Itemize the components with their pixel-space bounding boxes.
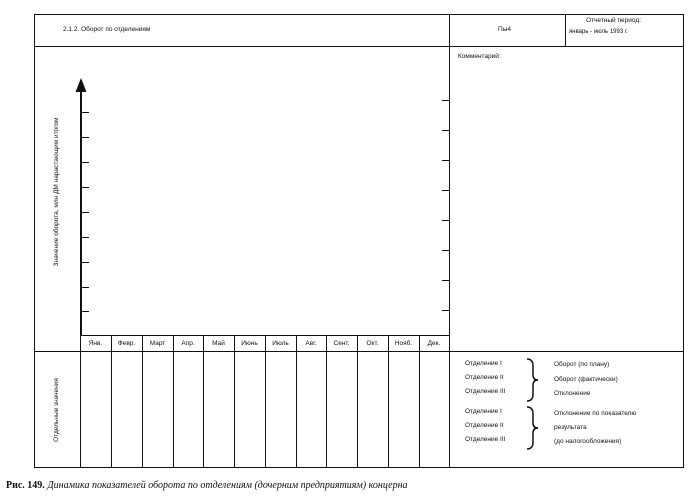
- legend2-item-1: Отклонение по показателю: [554, 410, 637, 417]
- month-divider: [326, 335, 327, 468]
- month-label: Июнь: [241, 339, 258, 347]
- month-label: Февр.: [117, 339, 136, 347]
- y-axis-tick: [80, 287, 89, 288]
- legend2-dept-3: Отделение III: [465, 436, 506, 443]
- month-divider: [357, 335, 358, 468]
- month-divider: [296, 335, 297, 468]
- legend1-item-2: Оборот (фактически): [554, 376, 618, 383]
- y-axis-tick: [80, 112, 89, 113]
- legend1-dept-3: Отделение III: [465, 388, 506, 395]
- legend2-brace: [525, 406, 539, 450]
- y-axis-tick: [80, 212, 89, 213]
- month-label: Март: [149, 339, 166, 347]
- right-tick: [442, 310, 450, 311]
- form-frame: [34, 14, 684, 468]
- legend1-dept-1: Отделение I: [465, 360, 502, 367]
- right-tick: [442, 130, 450, 131]
- month-label: Нояб.: [394, 339, 413, 347]
- legend2-dept-2: Отделение II: [465, 422, 504, 429]
- header-period-divider: [565, 14, 566, 46]
- month-divider: [111, 335, 112, 468]
- month-label: Апр.: [181, 339, 195, 347]
- right-tick: [442, 220, 450, 221]
- y-axis-column-line: [80, 335, 81, 468]
- legend1-item-3: Отклонение: [554, 390, 591, 397]
- legend2-item-2: результата: [554, 424, 587, 431]
- y-axis-tick: [80, 162, 89, 163]
- month-label: Дек.: [427, 339, 441, 347]
- month-label: Сент.: [333, 339, 350, 347]
- y-axis-arrow: [74, 78, 88, 338]
- lower-row-label: Отдельные значения: [52, 378, 60, 442]
- comment-label: Комментарий:: [458, 53, 501, 60]
- right-tick: [442, 250, 450, 251]
- legend1-dept-2: Отделение II: [465, 374, 504, 381]
- main-divider: [449, 14, 450, 468]
- figure-caption: [6, 481, 408, 491]
- month-divider: [388, 335, 389, 468]
- period-value: январь - июль 1993 г.: [569, 29, 628, 35]
- month-label: Янв.: [88, 339, 103, 347]
- y-axis-tick: [80, 187, 89, 188]
- month-label: Окт.: [366, 339, 379, 347]
- y-axis-tick: [80, 137, 89, 138]
- y-axis-tick: [80, 237, 89, 238]
- legend2-dept-1: Отделение I: [465, 408, 502, 415]
- right-tick: [442, 280, 450, 281]
- right-tick: [442, 160, 450, 161]
- y-axis-label: Значение оборота, млн ДМ нарастающим итогом: [52, 117, 60, 267]
- figure-caption-text: Динамика показателей оборота по отделениям (дочерним предприятиям) концерна: [47, 480, 408, 491]
- header-divider: [34, 46, 684, 47]
- month-divider: [234, 335, 235, 468]
- form-title: 2.1.2. Оборот по отделениям: [63, 26, 151, 33]
- lower-section-line: [34, 351, 684, 352]
- month-label: Авг.: [305, 339, 317, 347]
- y-axis-tick: [80, 262, 89, 263]
- right-tick: [442, 100, 450, 101]
- legend1-item-1: Оборот (по плану): [554, 361, 610, 368]
- month-divider: [142, 335, 143, 468]
- right-tick: [442, 190, 450, 191]
- month-divider: [173, 335, 174, 468]
- period-label: Отчетный период:: [586, 17, 641, 24]
- month-label: Май: [212, 339, 225, 347]
- month-label: Июль: [272, 339, 289, 347]
- figure-label: Рис. 149.: [6, 480, 45, 491]
- month-divider: [419, 335, 420, 468]
- month-divider: [265, 335, 266, 468]
- y-axis-tick: [80, 311, 89, 312]
- form-code: Пы4: [498, 26, 511, 33]
- legend2-item-3: (до налогообложения): [554, 438, 622, 445]
- legend1-brace: [525, 358, 539, 402]
- month-divider: [203, 335, 204, 468]
